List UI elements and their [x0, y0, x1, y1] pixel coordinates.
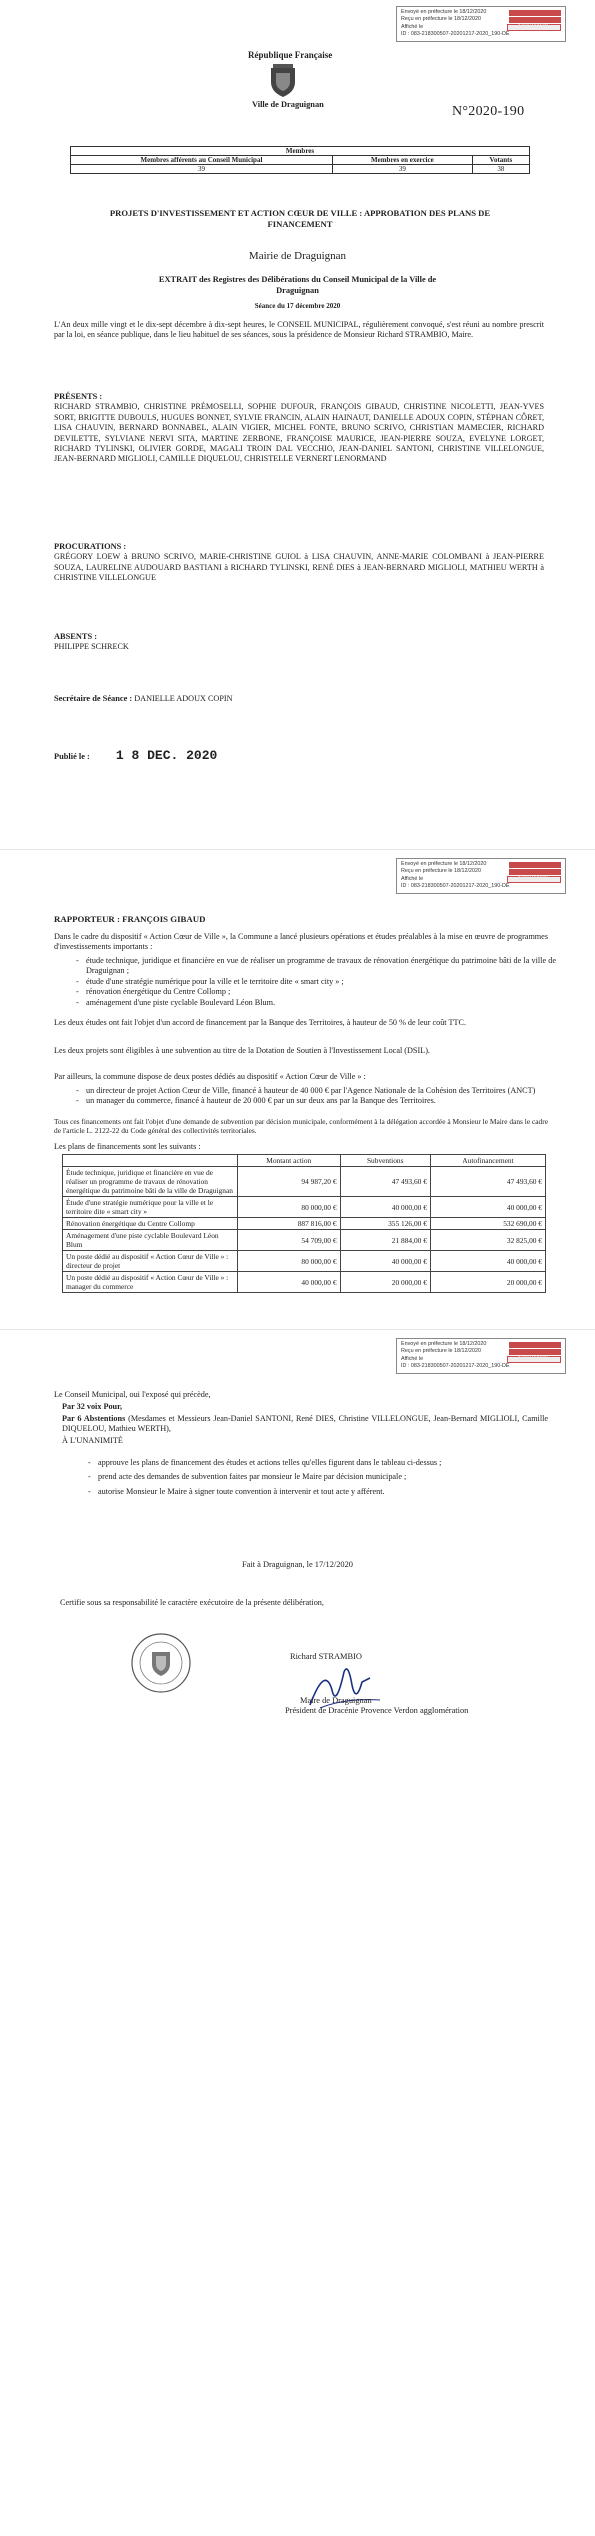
- table-row: [63, 1272, 546, 1293]
- fin-subvention: 21 884,00 €: [340, 1230, 430, 1251]
- signer-name: Richard STRAMBIO: [290, 1652, 362, 1661]
- stamp-line: Reçu en préfecture le 18/12/2020: [401, 16, 482, 23]
- operations-list: [60, 956, 556, 1008]
- stamp-bar: [509, 17, 561, 23]
- presents-heading: PRÉSENTS :: [54, 392, 103, 401]
- signer-title-president: Président de Dracénie Provence Verdon agglomération: [285, 1706, 469, 1715]
- page-1: [0, 0, 595, 850]
- rapporteur: RAPPORTEUR : FRANÇOIS GIBAUD: [54, 914, 206, 924]
- publie-line: [54, 748, 217, 763]
- table-row: [63, 1218, 546, 1230]
- decisions-list: [72, 1458, 548, 1497]
- fin-label: Rénovation énergétique du Centre Collomp: [63, 1218, 238, 1230]
- p2-para-2: Les deux études ont fait l'objet d'un accord de financement par la Banque des Territoires, à hauteur de 50 % de leur coût TTC.: [54, 1018, 466, 1027]
- fin-label: Étude d'une stratégie numérique pour la ville et le territoire dite « smart city »: [63, 1197, 238, 1218]
- prefecture-stamp: [396, 1338, 566, 1374]
- stamp-line: Reçu en préfecture le 18/12/2020: [401, 1348, 482, 1355]
- fin-col-header: [63, 1155, 238, 1167]
- fin-autofinancement: 20 000,00 €: [430, 1272, 545, 1293]
- fin-col-header: Subventions: [340, 1155, 430, 1167]
- members-table: [70, 146, 530, 174]
- fin-subvention: 20 000,00 €: [340, 1272, 430, 1293]
- fin-label: Un poste dédié au dispositif « Action Cœur de Ville » : directeur de projet: [63, 1251, 238, 1272]
- fin-subvention: 40 000,00 €: [340, 1251, 430, 1272]
- members-value: 38: [472, 165, 529, 174]
- fin-montant: 94 987,20 €: [238, 1167, 341, 1197]
- abstentions-label: Par 6 Abstentions: [62, 1414, 126, 1423]
- abstentions-names: (Mesdames et Messieurs Jean-Daniel SANTONI, René DIES, Christine VILLELONGUE, Jean-Bernard MIGLIOLI, Camille DIQUELOU, Mathieu WERTH),: [62, 1414, 549, 1434]
- procurations-heading: PROCURATIONS :: [54, 542, 127, 551]
- fin-subvention: 47 493,60 €: [340, 1167, 430, 1197]
- prefecture-stamp: [396, 858, 566, 894]
- stamp-watermark: 18/12/2020: [518, 24, 549, 31]
- publie-date-stamp: 1 8 DEC. 2020: [115, 748, 218, 763]
- members-table-title: Membres: [71, 147, 530, 156]
- fin-autofinancement: 47 493,60 €: [430, 1167, 545, 1197]
- extrait-heading: [0, 274, 595, 296]
- table-row: [63, 1251, 546, 1272]
- stamp-bar: [507, 1356, 561, 1363]
- stamp-bar: [509, 862, 561, 868]
- members-col-header: Membres en exercice: [332, 156, 472, 165]
- stamp-bar: [509, 1342, 561, 1348]
- city-crest-icon: [268, 64, 298, 98]
- vote-unanimite: À L'UNANIMITÉ: [62, 1436, 123, 1445]
- fin-montant: 887 816,00 €: [238, 1218, 341, 1230]
- members-value: 39: [71, 165, 333, 174]
- p2-para-3: Les deux projets sont éligibles à une subvention au titre de la Dotation de Soutien à l'Investissement Local (DSIL).: [54, 1046, 430, 1055]
- secretaire-heading: Secrétaire de Séance :: [54, 694, 133, 703]
- fin-subvention: 355 126,00 €: [340, 1218, 430, 1230]
- vote-abstentions: [62, 1414, 548, 1435]
- fait-a: Fait à Draguignan, le 17/12/2020: [242, 1560, 353, 1569]
- stamp-watermark: 18/12/2020: [518, 1356, 549, 1363]
- certification: Certifie sous sa responsabilité le caractère exécutoire de la présente délibération,: [60, 1598, 324, 1607]
- table-row: [63, 1230, 546, 1251]
- seance-date: Séance du 17 décembre 2020: [254, 302, 341, 310]
- list-item: - autorise Monsieur le Maire à signer toute convention à intervenir et tout acte y afférent.: [98, 1487, 548, 1497]
- postes-list: [60, 1086, 556, 1107]
- presents-list: RICHARD STRAMBIO, CHRISTINE PRÉMOSELLI, SOPHIE DUFOUR, FRANÇOIS GIBAUD, CHRISTINE NICOLETTI, JEAN-YVES SORT, BRIGITTE DUBOULS, HUGUES BONNET, SYLVIE FRANCIN, ALAIN HAINAUT, DANIELLE ADOUX COPIN, STÉPHAN CÔRET, LISA CHAUVIN, BERNARD BONNABEL, ALAIN VIGIER, MICHEL FONTE, BRUNO SCRIVO, CHRISTIAN MAMECIER, RICHARD DEVILETTE, SYLVIANE NERVI SITA, MARTINE ZERBONE, FRANÇOISE MAURICE, JEAN-PIERRE SOUZA, EVELYNE LORGET, RICHARD TYLINSKI, OLIVIER GORDE, MAGALI TROIN DAL VECCHIO, JEAN-DANIEL SANTONI, CHRISTINE VILLELONGUE, JEAN-BERNARD MIGLIOLI, CAMILLE DIQUELOU, CHRISTELLE VERNERT LENORMAND: [54, 402, 544, 464]
- procurations-list: GRÉGORY LOEW à BRUNO SCRIVO, MARIE-CHRISTINE GUIOL à LISA CHAUVIN, ANNE-MARIE COLOMBANI à JEAN-PIERRE SOUZA, LAURELINE AUDOUARD BASTIANI à RICHARD TYLINSKI, RENÉ DIES à JEAN-BERNARD MIGLIOLI, MATHIEU WERTH à CHRISTINE VILLELONGUE: [54, 552, 544, 583]
- fin-montant: 40 000,00 €: [238, 1272, 341, 1293]
- stamp-bar: [509, 1349, 561, 1355]
- fin-col-header: Montant action: [238, 1155, 341, 1167]
- list-item: - un directeur de projet Action Cœur de Ville, financé à hauteur de 40 000 € par l'Agence Nationale de la Cohésion des Territoires (ANCT): [86, 1086, 556, 1096]
- stamp-bar: [507, 24, 561, 31]
- fin-autofinancement: 32 825,00 €: [430, 1230, 545, 1251]
- stamp-bar: [509, 869, 561, 875]
- stamp-bar: [507, 876, 561, 883]
- fin-label: Un poste dédié au dispositif « Action Cœur de Ville » : manager du commerce: [63, 1272, 238, 1293]
- stamp-line: Reçu en préfecture le 18/12/2020: [401, 868, 482, 875]
- signer-title-maire: Maire de Draguignan: [300, 1696, 372, 1705]
- secretaire-section: [54, 694, 544, 704]
- page-3: [0, 1330, 595, 2536]
- stamp-id: ID : 083-218300507-20201217-2020_190-DE: [401, 883, 510, 890]
- vote-lead: Le Conseil Municipal, oui l'exposé qui précède,: [54, 1390, 211, 1399]
- stamp-id: ID : 083-218300507-20201217-2020_190-DE: [401, 31, 510, 38]
- page-2: [0, 850, 595, 1330]
- vote-pour: Par 32 voix Pour,: [62, 1402, 123, 1411]
- procurations-section: [54, 542, 544, 584]
- stamp-line: Envoyé en préfecture le 18/12/2020: [401, 861, 487, 867]
- stamp-line: Affiché le: [401, 875, 424, 882]
- fin-montant: 80 000,00 €: [238, 1197, 341, 1218]
- list-item: - prend acte des demandes de subvention faites par monsieur le Maire par décision municipale ;: [98, 1472, 548, 1482]
- list-item: - un manager du commerce, financé à hauteur de 20 000 € par un sur deux ans par la Banque des Territoires.: [86, 1096, 556, 1106]
- members-value: 39: [332, 165, 472, 174]
- list-item: - approuve les plans de financement des études et actions telles qu'elles figurent dans le tableau ci-dessus ;: [98, 1458, 548, 1468]
- list-item: - rénovation énergétique du Centre Collomp ;: [86, 987, 556, 997]
- p2-para-5: Tous ces financements ont fait l'objet d'une demande de subvention par décision municipale, conformément à la délégation accordée à Monsieur le Maire dans le cadre de l'article L. 2122-22 du Code général des collectivités territoriales.: [54, 1117, 548, 1135]
- financing-table: [62, 1154, 546, 1293]
- deliberation-title: PROJETS D'INVESTISSEMENT ET ACTION CŒUR DE VILLE : APPROBATION DES PLANS DE FINANCEMENT: [109, 208, 491, 229]
- publie-label: Publié le :: [54, 752, 90, 761]
- p2-para-6: Les plans de financements sont les suivants :: [54, 1142, 201, 1151]
- fin-autofinancement: 40 000,00 €: [430, 1197, 545, 1218]
- stamp-id: ID : 083-218300507-20201217-2020_190-DE: [401, 1363, 510, 1370]
- prefecture-stamp: [396, 6, 566, 42]
- stamp-line: Affiché le: [401, 1355, 424, 1362]
- republique-header: République Française: [248, 50, 333, 60]
- members-col-header: Membres afférents au Conseil Municipal: [71, 156, 333, 165]
- secretaire-name: DANIELLE ADOUX COPIN: [134, 694, 233, 703]
- absents-heading: ABSENTS :: [54, 632, 98, 641]
- fin-montant: 54 709,00 €: [238, 1230, 341, 1251]
- stamp-bar: [509, 10, 561, 16]
- p2-para-4: Par ailleurs, la commune dispose de deux postes dédiés au dispositif « Action Cœur de Ville » :: [54, 1072, 366, 1081]
- absents-list: PHILIPPE SCHRECK: [54, 642, 129, 652]
- intro-paragraph: L'An deux mille vingt et le dix-sept décembre à dix-sept heures, le CONSEIL MUNICIPAL, régulièrement convoqué, s'est réuni au nombre prescrit par la loi, en séance publique, dans le lieu habituel de ses séances, sous la présidence de Monsieur Richard STRAMBIO, Maire.: [54, 320, 544, 339]
- fin-subvention: 40 000,00 €: [340, 1197, 430, 1218]
- members-col-header: Votants: [472, 156, 529, 165]
- presents-section: [54, 392, 544, 465]
- fin-label: Aménagement d'une piste cyclable Boulevard Léon Blum: [63, 1230, 238, 1251]
- list-item: - étude technique, juridique et financière en vue de réaliser un programme de travaux de rénovation énergétique du patrimoine bâti de la ville de Draguignan ;: [86, 956, 556, 977]
- table-row: [63, 1167, 546, 1197]
- stamp-line: Affiché le: [401, 23, 424, 30]
- stamp-line: Envoyé en préfecture le 18/12/2020: [401, 9, 487, 15]
- fin-autofinancement: 40 000,00 €: [430, 1251, 545, 1272]
- fin-label: Étude technique, juridique et financière en vue de réaliser un programme de travaux de rénovation énergétique du patrimoine bâti de la ville de Draguignan: [63, 1167, 238, 1197]
- p2-para-1: Dans le cadre du dispositif « Action Cœur de Ville », la Commune a lancé plusieurs opérations et études préalables à la mise en œuvre de programmes d'investissements importants :: [54, 932, 548, 952]
- fin-col-header: Autofinancement: [430, 1155, 545, 1167]
- fin-montant: 80 000,00 €: [238, 1251, 341, 1272]
- extrait-text: EXTRAIT des Registres des Délibérations du Conseil Municipal de la Ville de Draguignan: [158, 275, 437, 295]
- table-row: [63, 1197, 546, 1218]
- absents-section: [54, 632, 544, 653]
- list-item: - étude d'une stratégie numérique pour la ville et le territoire dite « smart city » ;: [86, 977, 556, 987]
- mairie-seal-icon: [130, 1632, 192, 1694]
- deliberation-number: N°2020-190: [452, 104, 525, 119]
- stamp-line: Envoyé en préfecture le 18/12/2020: [401, 1341, 487, 1347]
- fin-autofinancement: 532 690,00 €: [430, 1218, 545, 1230]
- mairie-heading: Mairie de Draguignan: [248, 250, 347, 262]
- city-name: Ville de Draguignan: [252, 100, 324, 109]
- stamp-watermark: 18/12/2020: [518, 876, 549, 883]
- list-item: - aménagement d'une piste cyclable Boulevard Léon Blum.: [86, 998, 556, 1008]
